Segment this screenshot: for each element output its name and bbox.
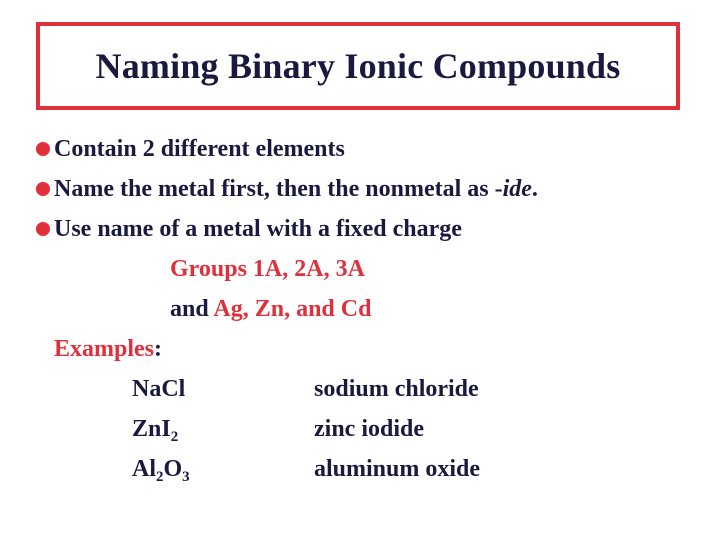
example-formula-1: NaCl — [132, 376, 186, 402]
examples-label — [54, 334, 162, 364]
bullet-dot-3 — [36, 222, 50, 236]
and-line — [170, 294, 371, 324]
subscript: 2 — [170, 429, 179, 445]
bullet-2-suffix: . — [531, 176, 538, 202]
and-elements: Ag, Zn, and Cd — [213, 296, 372, 322]
bullet-2-italic: ide — [502, 176, 532, 202]
bullet-text-2 — [54, 174, 538, 204]
bullet-dot-2 — [36, 182, 50, 196]
example-formula-3: $Al_2O_3$ — [132, 456, 190, 485]
example-name-1: sodium chloride — [314, 376, 479, 402]
slide-title: Naming Binary Ionic Compounds — [95, 46, 621, 86]
title-box — [36, 22, 680, 110]
bullet-dot-1 — [36, 142, 50, 156]
bullet-text-1: Contain 2 different elements — [54, 136, 345, 162]
example-name-3: aluminum oxide — [314, 456, 481, 482]
and-word: and — [170, 296, 214, 322]
examples-label-text: Examples — [54, 336, 155, 362]
groups-line: Groups 1A, 2A, 3A — [170, 256, 365, 282]
bullet-2-prefix: Name the metal first, then the nonmetal as - — [54, 176, 503, 202]
examples-colon: : — [154, 336, 163, 362]
example-formula-2: ZnI$_2$ — [132, 416, 179, 445]
bullet-text-3: Use name of a metal with a fixed charge — [54, 216, 462, 242]
subscript: 3 — [182, 469, 190, 485]
subscript: 2 — [156, 469, 164, 485]
example-name-2: zinc iodide — [314, 416, 425, 442]
